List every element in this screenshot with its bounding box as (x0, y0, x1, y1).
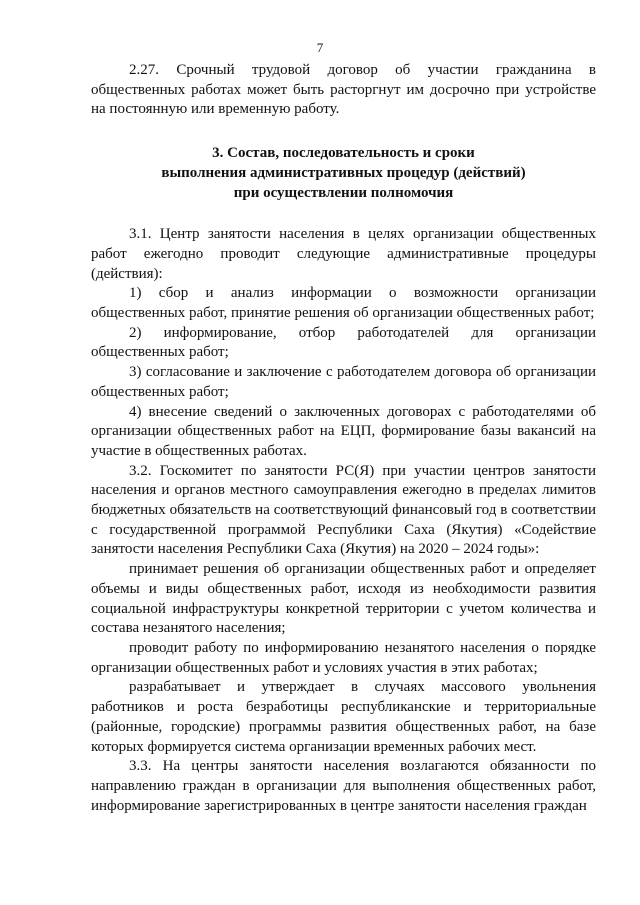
paragraph-3-2: 3.2. Госкомитет по занятости РС(Я) при участии центров занятости населения и органов местного самоуправления ежегодно в пределах лимитов бюджетных обязательств на соответствующий финансовый год в соответствии с государственной программой Республики Саха (Якутия) «Содействие занятости населения Республики Саха (Якутия) на 2020 – 2024 годы»: (91, 462, 596, 558)
section-heading-line-3: при осуществлении полномочия (233, 184, 454, 201)
section-heading-line-1: 3. Состав, последовательность и сроки (212, 145, 475, 162)
section-heading (91, 144, 596, 203)
duty-programs: разрабатывает и утверждает в случаях массового увольнения работников и роста безработицы республиканские и территориальные (районные, городские) программы развития общественных работ, на базе которых формируется система организации временных рабочих мест. (91, 679, 596, 755)
paragraph-3-1: 3.1. Центр занятости населения в целях организации общественных работ ежегодно проводит следующие административные процедуры (действия): (91, 226, 596, 282)
list-item-2: 2) информирование, отбор работодателей для организации общественных работ; (91, 324, 596, 361)
duty-decisions: принимает решения об организации общественных работ и определяет объемы и виды общественных работ, исходя из необходимости развития социальной инфраструктуры конкретной территории с учетом количества и состава незанятого населения; (91, 561, 596, 637)
section-heading-line-2: выполнения административных процедур (действий) (161, 164, 526, 181)
list-item-4: 4) внесение сведений о заключенных договорах с работодателями об организации общественных работ на ЕЦП, формирование базы вакансий на участие в общественных работах. (91, 403, 596, 459)
page-number: 7 (316, 40, 324, 55)
duty-informing: проводит работу по информированию незанятого населения о порядке организации общественных работ и условиях участия в этих работах; (91, 639, 596, 676)
list-item-3: 3) согласование и заключение с работодателем договора об организации общественных работ; (91, 364, 596, 400)
list-item-1: 1) сбор и анализ информации о возможности организации общественных работ, принятие решения об организации общественных работ; (91, 285, 596, 322)
paragraph-3-3: 3.3. На центры занятости населения возлагаются обязанности по направлению граждан в организации для выполнения общественных работ, информирование зарегистрированных в центре занятости населения граждан (91, 758, 596, 814)
document-body (91, 61, 596, 816)
paragraph-2-27: 2.27. Срочный трудовой договор об участии гражданина в общественных работах может быть расторгнут им досрочно при устройстве на постоянную или временную работу. (91, 62, 596, 118)
